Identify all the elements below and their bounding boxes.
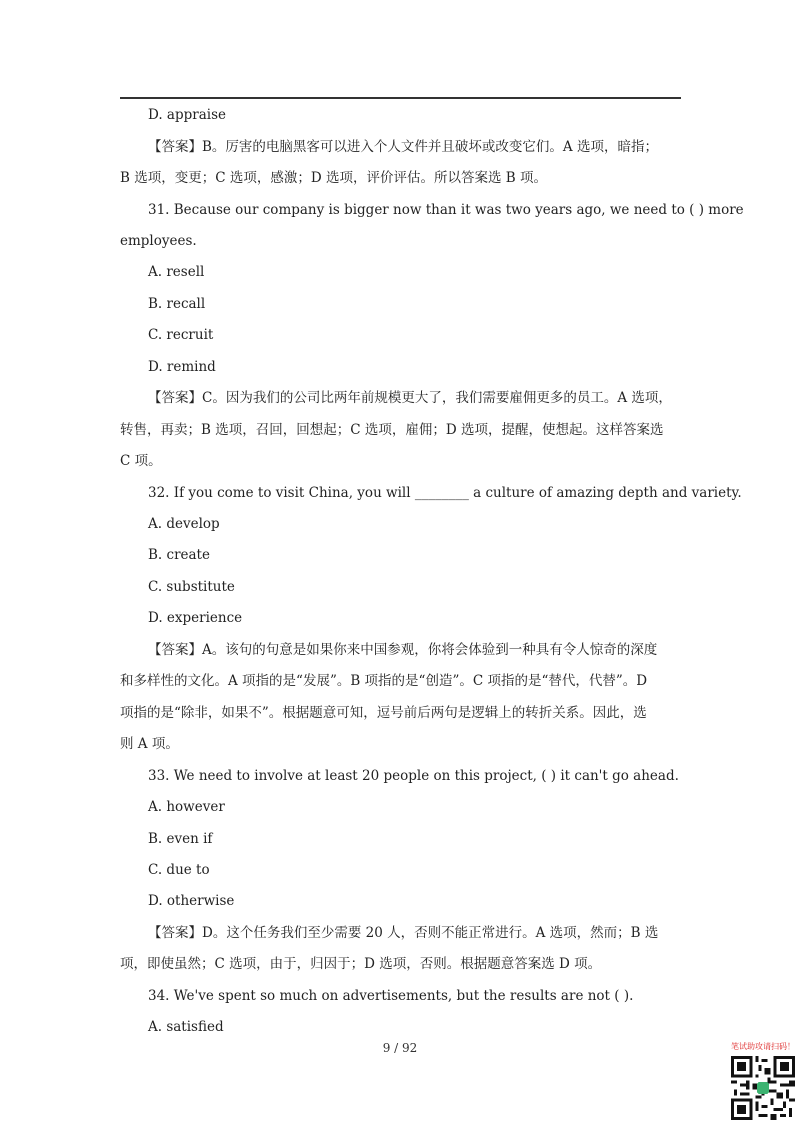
text-line: A. however [148, 799, 225, 815]
text-line: 项，即使虽然；C 选项，由于，归因于；D 选项，否则。根据题意答案选 D 项。 [120, 956, 602, 972]
text-line: 项指的是“除非，如果不”。根据题意可知，逗号前后两句是逻辑上的转折关系。因此，选 [120, 705, 647, 721]
text-line: B. even if [148, 831, 213, 847]
text-line: B 选项，变更；C 选项，感激；D 选项，评价评估。所以答案选 B 项。 [120, 170, 547, 186]
text-line: B. create [148, 547, 210, 563]
header-rule [120, 97, 681, 99]
qr-code-icon [731, 1056, 795, 1120]
text-line: B. recall [148, 296, 206, 312]
text-line: C 项。 [120, 453, 162, 469]
text-line: D. appraise [148, 107, 226, 123]
text-line: 和多样性的文化。A 项指的是“发展”。B 项指的是“创造”。C 项指的是“替代，代替”。D [120, 673, 648, 689]
qr-title: 笔试助攻请扫码！ [730, 1040, 796, 1054]
qr-code-badge[interactable] [730, 1040, 796, 1122]
text-line: C. due to [148, 862, 210, 878]
text-line: D. experience [148, 610, 243, 626]
text-line: C. substitute [148, 579, 235, 595]
text-line: 则 A 项。 [120, 736, 179, 752]
text-line: 【答案】A。该句的句意是如果你来中国参观，你将会体验到一种具有令人惊奇的深度 [148, 642, 658, 658]
text-line: 32. If you come to visit China, you will ________ a culture of amazing depth and variety. [148, 485, 742, 501]
text-line: 34. We've spent so much on advertisements, but the results are not ( ). [148, 988, 634, 1004]
text-line: D. remind [148, 359, 216, 375]
text-line: employees. [120, 233, 197, 249]
text-line: A. develop [148, 516, 220, 532]
text-line: A. resell [148, 264, 205, 280]
text-line: C. recruit [148, 327, 214, 343]
text-line: D. otherwise [148, 893, 235, 909]
text-line: 【答案】D。这个任务我们至少需要 20 人，否则不能正常进行。A 选项，然而；B 选 [148, 925, 659, 941]
text-line: 33. We need to involve at least 20 people on this project, ( ) it can't go ahead. [148, 768, 679, 784]
text-line: 【答案】C。因为我们的公司比两年前规模更大了，我们需要雇佣更多的员工。A 选项， [148, 390, 672, 406]
text-line: A. satisfied [148, 1019, 224, 1035]
page-number: 9 / 92 [382, 1041, 418, 1055]
text-line: 【答案】B。厉害的电脑黑客可以进入个人文件并且破坏或改变它们。A 选项，暗指； [148, 139, 658, 155]
text-line: 转售，再卖；B 选项，召回，回想起；C 选项，雇佣；D 选项，提醒，使想起。这样答案选 [120, 422, 664, 438]
text-line: 31. Because our company is bigger now than it was two years ago, we need to ( ) more [148, 202, 744, 218]
